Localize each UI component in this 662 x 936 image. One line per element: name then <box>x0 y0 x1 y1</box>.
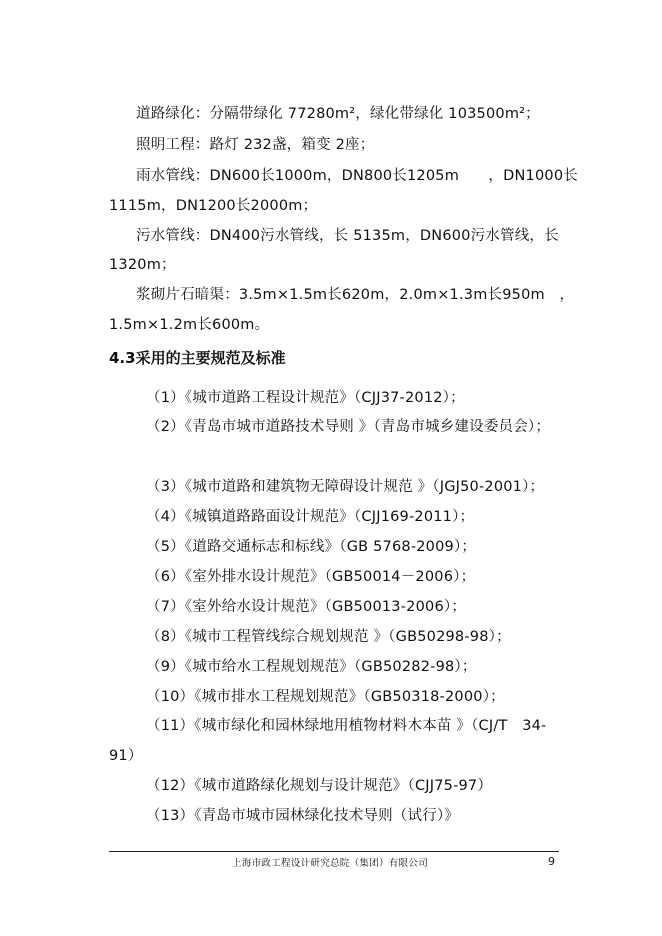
paragraph-sewage-pipes-line2: 1320m； <box>109 257 176 273</box>
standard-item-12: （12）《城市道路绿化规划与设计规范》（CJJ75-97） <box>146 778 493 794</box>
footer-divider <box>109 851 559 852</box>
paragraph-greening: 道路绿化：分隔带绿化 77280m²，绿化带绿化 103500m²； <box>136 106 540 122</box>
page-number: 9 <box>548 855 555 868</box>
section-heading: 4.3采用的主要规范及标准 <box>109 349 286 367</box>
standard-item-8: （8）《城市工程管线综合规划规范 》（GB50298-98）； <box>146 629 511 645</box>
paragraph-stone-ditch-line1: 浆砌片石暗渠：3.5m×1.5m长620m，2.0m×1.3m长950m ， <box>136 287 575 303</box>
standard-item-2: （2）《青岛市城市道路技术导则 》（青岛市城乡建设委员会）； <box>146 419 551 435</box>
standard-item-11-line1: （11）《城市绿化和园林绿地用植物材料木本苗 》（CJ/T 34- <box>146 718 547 734</box>
standard-item-9: （9）《城市给水工程规划规范》（GB50282-98）； <box>146 659 477 675</box>
standard-item-11-line2: 91） <box>109 748 143 764</box>
footer-company: 上海市政工程设计研究总院（集团）有限公司 <box>232 858 429 869</box>
standard-item-13: （13）《青岛市城市园林绿化技术导则（试行）》 <box>146 808 460 824</box>
paragraph-sewage-pipes-line1: 污水管线：DN400污水管线，长 5135m，DN600污水管线，长 <box>136 228 559 244</box>
standard-item-4: （4）《城镇道路路面设计规范》（CJJ169-2011）； <box>146 509 475 525</box>
standard-item-7: （7）《室外给水设计规范》（GB50013-2006）； <box>146 599 467 615</box>
paragraph-stone-ditch-line2: 1.5m×1.2m长600m。 <box>109 317 270 333</box>
standard-item-3: （3）《城市道路和建筑物无障碍设计规范 》（JGJ50-2001）； <box>146 479 545 495</box>
standard-item-6: （6）《室外排水设计规范》（GB50014－2006）； <box>146 569 476 585</box>
standard-item-5: （5）《道路交通标志和标线》（GB 5768-2009）； <box>146 539 477 555</box>
paragraph-rain-pipes-line1: 雨水管线：DN600长1000m，DN800长1205m ，DN1000长 <box>136 168 578 184</box>
standard-item-1: （1）《城市道路工程设计规范》（CJJ37-2012）； <box>146 390 465 406</box>
paragraph-lighting: 照明工程：路灯 232盏，箱变 2座； <box>136 137 375 153</box>
standard-item-10: （10）《城市排水工程规划规范》（GB50318-2000）； <box>146 689 505 705</box>
paragraph-rain-pipes-line2: 1115m，DN1200长2000m； <box>109 198 318 214</box>
